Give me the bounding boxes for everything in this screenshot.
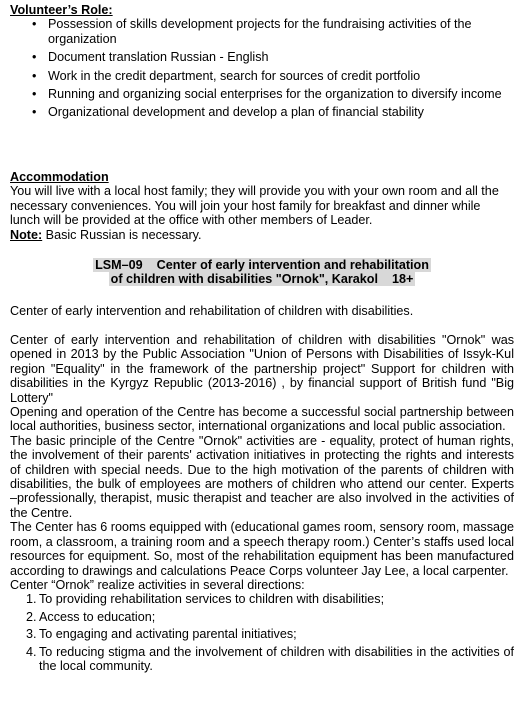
list-item: • Running and organizing social enterprises for the organization to diversify income: [10, 87, 514, 101]
volunteer-role-heading: Volunteer’s Role:: [10, 3, 113, 17]
language-note: [10, 228, 514, 242]
volunteer-role-section: [10, 3, 514, 120]
volunteer-role-list: [10, 17, 514, 119]
list-item: • Organizational development and develop a plan of financial stability: [10, 105, 514, 119]
paragraph: Opening and operation of the Centre has become a successful social partnership between local authorities, business sector, international organizations and local public association.: [10, 405, 514, 434]
list-item: [10, 592, 514, 606]
item-text: To providing rehabilitation services to children with disabilities;: [39, 592, 385, 607]
paragraph: Center of early intervention and rehabilitation of children with disabilities "Ornok" was opened in 2013 by the Public Association "Union of Persons with Disabilities of Issyk-Kul region "Equality" in the framework of the partnership project" Support for children with disabilities in the Kyrgyz Republic (2013-2016) , by financial support of British fund "Big Lottery": [10, 333, 514, 405]
paragraph: The Center has 6 rooms equipped with (educational games room, sensory room, massage room, a classroom, a training room and a speech therapy room.) Center’s staffs used local resources for equipment. So, most of the rehabilitation equipment has been manufactured according to drawings and calculations Peace Corps volunteer Jay Lee, a local carpenter.: [10, 520, 515, 578]
accommodation-section: [10, 170, 514, 242]
summary-text: Center of early intervention and rehabilitation of children with disabilities.: [10, 304, 414, 318]
list-item: [10, 645, 514, 674]
project-description: [10, 333, 514, 673]
paragraph: Center “Ornok” realize activities in several directions:: [10, 577, 305, 592]
accommodation-heading: Accommodation: [10, 170, 109, 184]
directions-list: [10, 592, 514, 673]
list-item: • Possession of skills development projects for the fundraising activities of the organization: [10, 17, 514, 46]
note-label: Note:: [10, 227, 43, 242]
item-number: 3.: [26, 627, 37, 642]
list-item: [10, 627, 514, 641]
list-item: [10, 610, 514, 624]
item-text: To engaging and activating parental initiatives;: [39, 627, 297, 642]
list-item: • Work in the credit department, search for sources of credit portfolio: [10, 69, 514, 83]
item-number: 1.: [26, 592, 37, 607]
item-number: 2.: [26, 609, 37, 624]
list-item: • Document translation Russian - English: [10, 50, 514, 64]
project-summary: [10, 304, 514, 318]
item-number: 4.: [26, 644, 37, 659]
item-text: Access to education;: [39, 609, 156, 624]
project-title-line-2: of children with disabilities "Ornok", Karakol 18+: [110, 272, 414, 287]
paragraph: The basic principle of the Centre "Ornok" activities are - equality, protect of human rights, the involvement of their parents' activation initiatives in protecting the rights and interests of children with special needs. Due to the high motivation of the parents of children with disabilities, the bulk of employees are mothers of children who attend our center. Experts –professionally, therapist, music therapist and teacher are also involved in the activities of the Centre.: [10, 433, 514, 520]
project-title-banner: [10, 258, 514, 287]
note-text: Basic Russian is necessary.: [42, 227, 202, 242]
project-title-line-1: LSM–09 Center of early intervention and rehabilitation: [95, 258, 429, 272]
item-text: To reducing stigma and the involvement of children with disabilities in the activities of the local community.: [39, 644, 514, 673]
accommodation-text: You will live with a local host family; they will provide you with your own room and all the necessary conveniences. You will join your host family for breakfast and dinner while lunch will be provided at the office with other members of Leader.: [10, 184, 499, 228]
